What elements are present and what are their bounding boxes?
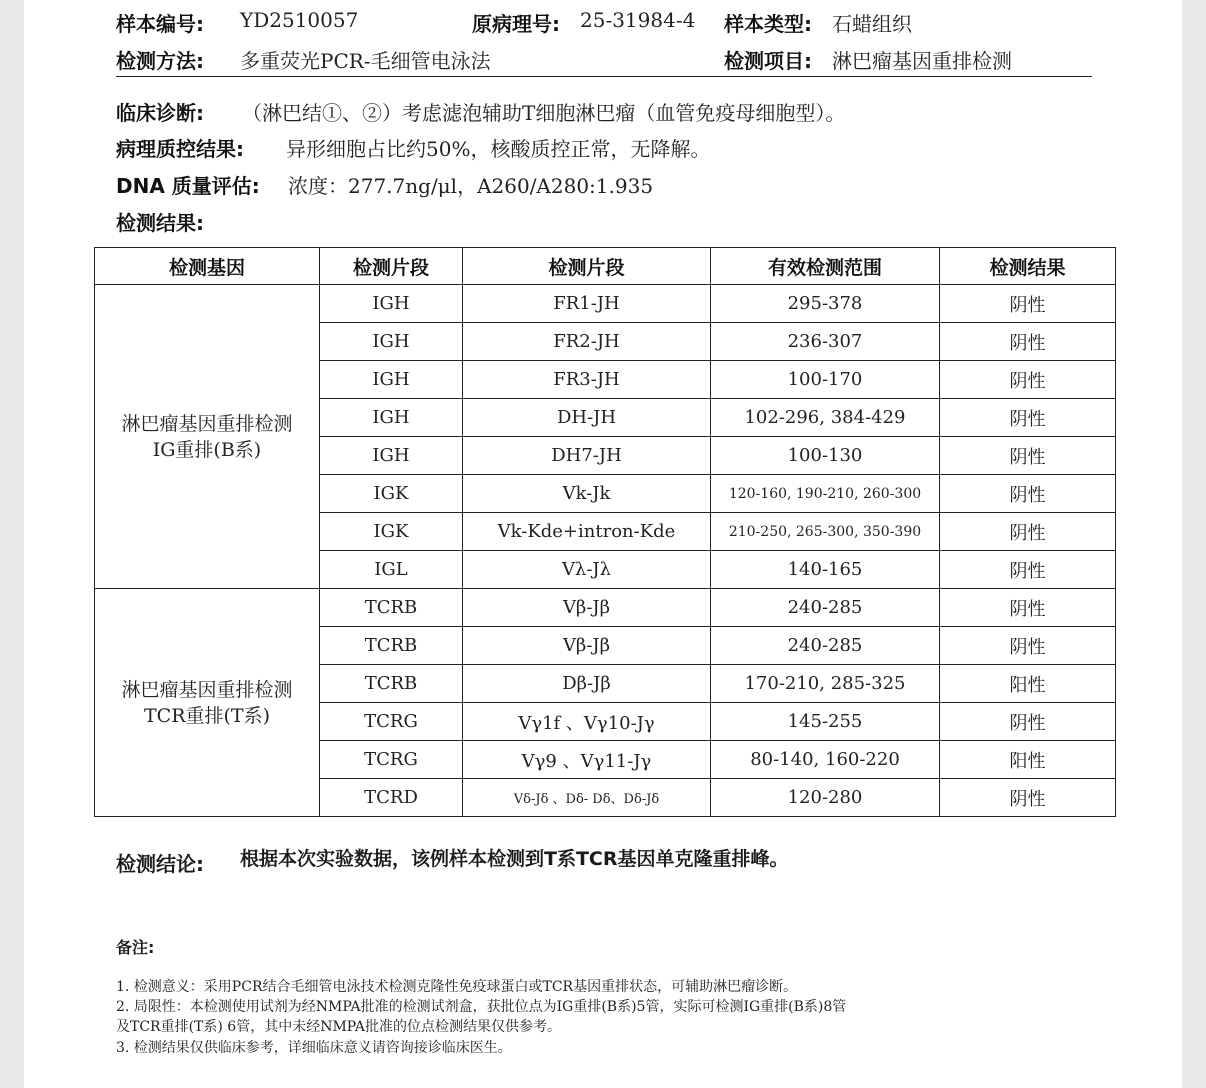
gene-cell: IGH xyxy=(320,437,463,475)
table-header-row xyxy=(95,248,1116,285)
gene-cell: IGH xyxy=(320,323,463,361)
fragment-cell: FR3-JH xyxy=(463,361,711,399)
result-cell-positive: 阳性 xyxy=(940,741,1116,779)
result-cell: 阴性 xyxy=(940,627,1116,665)
gene-cell: IGL xyxy=(320,551,463,589)
path-no-label: 原病理号: xyxy=(472,12,560,36)
table-row xyxy=(95,589,1116,627)
result-cell-positive: 阳性 xyxy=(940,665,1116,703)
group-t-subname: TCR重排(T系) xyxy=(143,704,270,727)
fragment-cell: Vγ1f 、Vγ10-Jγ xyxy=(463,703,711,741)
header-result: 检测结果 xyxy=(940,248,1116,285)
fragment-cell: Vλ-Jλ xyxy=(463,551,711,589)
result-cell: 阴性 xyxy=(940,285,1116,323)
group-t-name: 淋巴瘤基因重排检测 xyxy=(121,678,293,701)
notes-title: 备注: xyxy=(116,938,155,957)
gene-cell: IGH xyxy=(320,399,463,437)
dna-value: 浓度：277.7ng/μl，A260/A280:1.935 xyxy=(288,174,654,198)
note-line-2: 2. 局限性：本检测使用试剂为经NMPA批准的检测试剂盒，获批位点为IG重排(B系)5管，实际可检测IG重排(B系)8管 xyxy=(116,999,847,1015)
conclusion-label: 检测结论: xyxy=(116,852,204,876)
results-label: 检测结果: xyxy=(116,211,204,235)
table-row xyxy=(95,285,1116,323)
diagnosis-value: （淋巴结①、②）考虑滤泡辅助T细胞淋巴瘤（血管免疫母细胞型）。 xyxy=(242,101,846,125)
range-cell: 100-170 xyxy=(711,361,940,399)
range-cell: 236-307 xyxy=(711,323,940,361)
range-cell: 240-285 xyxy=(711,589,940,627)
sample-no-value: YD2510057 xyxy=(240,8,359,32)
range-cell: 170-210, 285-325 xyxy=(711,665,940,703)
result-cell: 阴性 xyxy=(940,399,1116,437)
range-cell: 210-250, 265-300, 350-390 xyxy=(711,513,940,551)
result-cell: 阴性 xyxy=(940,703,1116,741)
gene-cell: IGH xyxy=(320,285,463,323)
result-cell: 阴性 xyxy=(940,779,1116,817)
fragment-cell: Vk-Jk xyxy=(463,475,711,513)
fragment-cell: Vδ-Jδ 、Dδ- Dδ、Dδ-Jδ xyxy=(463,779,711,817)
note-line-1: 1. 检测意义：采用PCR结合毛细管电泳技术检测克隆性免疫球蛋白或TCR基因重排状态，可辅助淋巴瘤诊断。 xyxy=(116,979,798,995)
gene-cell: TCRB xyxy=(320,589,463,627)
group-b-cell xyxy=(95,285,320,589)
method-value: 多重荧光PCR-毛细管电泳法 xyxy=(240,49,491,73)
gene-cell: TCRB xyxy=(320,665,463,703)
result-cell: 阴性 xyxy=(940,551,1116,589)
sample-no-label: 样本编号: xyxy=(116,12,204,36)
range-cell: 240-285 xyxy=(711,627,940,665)
fragment-cell: Vk-Kde+intron-Kde xyxy=(463,513,711,551)
range-cell: 295-378 xyxy=(711,285,940,323)
range-cell: 80-140, 160-220 xyxy=(711,741,940,779)
result-cell: 阴性 xyxy=(940,475,1116,513)
group-b-name: 淋巴瘤基因重排检测 xyxy=(121,412,293,435)
note-line-2-cont: 及TCR重排(T系) 6管，其中未经NMPA批准的位点检测结果仅供参考。 xyxy=(116,1019,562,1035)
sample-type-value: 石蜡组织 xyxy=(832,12,912,36)
fragment-cell: Vγ9 、Vγ11-Jγ xyxy=(463,741,711,779)
result-cell: 阴性 xyxy=(940,513,1116,551)
range-cell: 140-165 xyxy=(711,551,940,589)
result-cell: 阴性 xyxy=(940,323,1116,361)
item-value: 淋巴瘤基因重排检测 xyxy=(832,49,1012,73)
qc-label: 病理质控结果: xyxy=(116,137,244,161)
fragment-cell: Vβ-Jβ xyxy=(463,589,711,627)
range-cell: 145-255 xyxy=(711,703,940,741)
sample-type-label: 样本类型: xyxy=(724,12,812,36)
group-b-subname: IG重排(B系) xyxy=(152,438,262,461)
fragment-cell: DH-JH xyxy=(463,399,711,437)
item-label: 检测项目: xyxy=(724,49,812,73)
results-table xyxy=(94,247,1116,817)
header-fragment: 检测片段 xyxy=(463,248,711,285)
range-cell: 120-280 xyxy=(711,779,940,817)
report-page xyxy=(24,0,1182,1088)
gene-cell: TCRG xyxy=(320,741,463,779)
header-segment: 检测片段 xyxy=(320,248,463,285)
path-no-value: 25-31984-4 xyxy=(580,8,696,32)
range-cell: 102-296, 384-429 xyxy=(711,399,940,437)
range-cell: 100-130 xyxy=(711,437,940,475)
gene-cell: IGK xyxy=(320,513,463,551)
fragment-cell: FR1-JH xyxy=(463,285,711,323)
result-cell: 阴性 xyxy=(940,361,1116,399)
fragment-cell: DH7-JH xyxy=(463,437,711,475)
header-divider xyxy=(116,76,1092,77)
fragment-cell: FR2-JH xyxy=(463,323,711,361)
gene-cell: IGH xyxy=(320,361,463,399)
gene-cell: TCRG xyxy=(320,703,463,741)
conclusion-text: 根据本次实验数据，该例样本检测到T系TCR基因单克隆重排峰。 xyxy=(240,848,789,870)
qc-value: 异形细胞占比约50%，核酸质控正常，无降解。 xyxy=(286,137,711,161)
range-cell: 120-160, 190-210, 260-300 xyxy=(711,475,940,513)
group-t-cell xyxy=(95,589,320,817)
diagnosis-label: 临床诊断: xyxy=(116,101,204,125)
result-cell: 阴性 xyxy=(940,437,1116,475)
fragment-cell: Vβ-Jβ xyxy=(463,627,711,665)
gene-cell: IGK xyxy=(320,475,463,513)
header-gene: 检测基因 xyxy=(95,248,320,285)
dna-label: DNA 质量评估: xyxy=(116,174,260,198)
gene-cell: TCRD xyxy=(320,779,463,817)
method-label: 检测方法: xyxy=(116,49,204,73)
fragment-cell: Dβ-Jβ xyxy=(463,665,711,703)
note-line-3: 3. 检测结果仅供临床参考，详细临床意义请咨询接诊临床医生。 xyxy=(116,1040,512,1056)
result-cell: 阴性 xyxy=(940,589,1116,627)
header-range: 有效检测范围 xyxy=(711,248,940,285)
gene-cell: TCRB xyxy=(320,627,463,665)
